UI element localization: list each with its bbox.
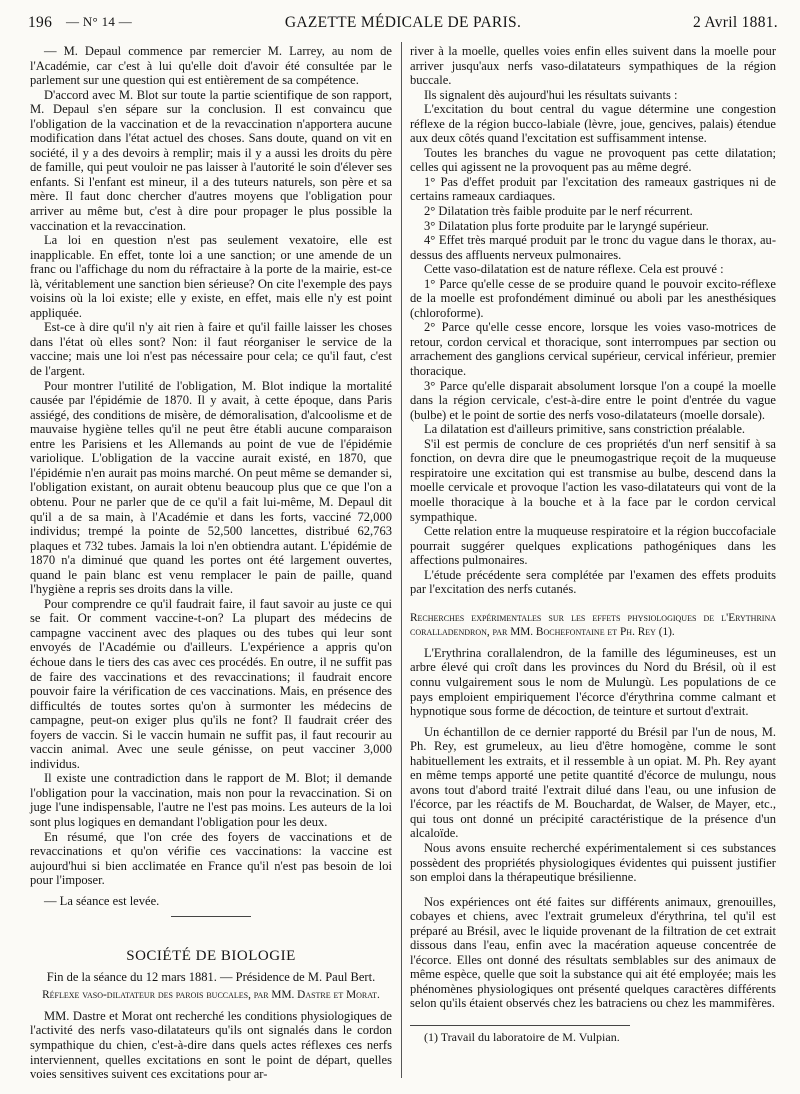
session-line: Fin de la séance du 12 mars 1881. — Présidence de M. Paul Bert.	[46, 969, 376, 984]
article-title: Réflexe vaso-dilatateur des parois buccales, par MM. Dastre et Morat.	[42, 989, 380, 1002]
article-title: Recherches expérimentales sur les effets physiologiques de l'Erythrina coralladendron, par MM. Bochefontaine et Ph. Rey (1).	[410, 611, 776, 639]
paragraph: river à la moelle, quelles voies enfin elles suivent dans la moelle pour arriver jusqu'aux nerfs vaso-dilatateurs sympathiques de la région buccale.	[410, 44, 776, 88]
journal-title: GAZETTE MÉDICALE DE PARIS.	[284, 14, 522, 31]
paragraph: S'il est permis de conclure de ces propriétés d'un nerf sensitif à sa fonction, on devra dire que le pneumogastrique reçoit de la muqueuse respiratoire une excitation qui est transmise au bulbe, descend dans la moelle cervicale et provoque l'action les vaso-dilatateurs qui vont de la moelle thoracique à la bouche et à la face par le cordon cervical sympathique.	[410, 436, 776, 524]
paragraph: L'Erythrina corallalendron, de la famille des légumineuses, est un arbre élevé qui croît dans les provinces du Nord du Brésil, où il est connu vulgairement sous le nom de Mulungù. Les populations de ce pays emploient empiriquement l'écorce d'érythrina comme calmant et hypnotique sous forme de décoction, de teinture et surtout d'extrait.	[410, 645, 776, 719]
paragraph: Un échantillon de ce dernier rapporté du Brésil par l'un de nous, M. Ph. Rey, est grumeleux, au lieu d'être homogène, comme le sont habituellement les extraits, et il ressemble à un opiat. M. Ph. Rey ayant en même temps apporté une petite quantité d'écorce de mulungu, nous avons tout d'abord traité l'extrait dilué dans l'eau, ou une infusion de l'écorce, par les réactifs de M. Bouchardat, de Walser, de Mayer, etc., qui tous ont donné un précipité caractéristique de la présence d'un alcaloïde.	[410, 724, 776, 841]
section-title: SOCIÉTÉ DE BIOLOGIE	[126, 948, 296, 965]
paragraph: Nos expériences ont été faites sur différents animaux, grenouilles, cobayes et chiens, avec l'extrait grumeleux d'érythrina, tel qu'il est préparé au Brésil, avec le liquide provenant de la filtration de cet extrait dissous dans l'eau, enfin avec la macération aqueuse concentrée de l'écorce. Elles ont donné des résultats semblables sur des animaux de même espèce, quelle que soit la substance qui ait été employée; mais les phénomènes physiologiques ont présenté quelques caractères différents selon qu'ils étaient observés chez les batraciens ou chez les mammifères.	[410, 894, 776, 1011]
page-number: 196	[28, 14, 53, 31]
list-item: 1° Parce qu'elle cesse de se produire quand le pouvoir excito-réflexe de la moelle est profondément diminué ou aboli par les anesthésiques (chloroforme).	[410, 276, 776, 320]
list-item: 1° Pas d'effet produit par l'excitation des rameaux gastriques ni de certains rameaux cardiaques.	[410, 174, 776, 204]
paragraph: D'accord avec M. Blot sur toute la partie scientifique de son rapport, M. Depaul s'en sépare sur la conclusion. Il est convaincu que l'obligation de la vaccination et de la revaccination n'apportera aucune modification dans l'état actuel des choses. Sans doute, quand on vit en société, il y a des devoirs à remplir; mais il y a aussi les droits du père de famille, qui peut vouloir ne pas laisser à l'autorité le soin d'élever ses enfants. Si l'enfant est mineur, il a des tuteurs naturels, son père et sa mère. Il faut donc chercher d'autres moyens que l'obligation pour arriver au même but, c'est à dire pour propager le plus possible la vaccination et la revaccination.	[30, 87, 392, 233]
paragraph: MM. Dastre et Morat ont recherché les conditions physiologiques de l'activité des nerfs vaso-dilatateurs qu'ils ont signalés dans le cordon sympathique du chien, c'est-à-dire dans quels actes réflexes ces nerfs interviennent, quelles excitations en sont le point de départ, quelles voies sensitives suivent ces excitations pour ar-	[30, 1008, 392, 1082]
column-divider	[401, 42, 402, 1078]
list-item: 2° Dilatation très faible produite par le nerf récurrent.	[424, 204, 693, 219]
left-column	[30, 44, 392, 1082]
paragraph: Il existe une contradiction dans le rapport de M. Blot; il demande l'obligation pour la vaccination, mais non pour la revaccination. Si on juge l'une indispensable, l'autre ne l'est pas moins. Les auteurs de la loi sont plus logiques en demandant l'obligation pour les deux.	[30, 771, 392, 829]
footnote: (1) Travail du laboratoire de M. Vulpian.	[424, 1030, 620, 1044]
paragraph: Nous avons ensuite recherché expérimentalement si ces substances possèdent des propriétés physiologiques évidentes qui puissent justifier son emploi dans la thérapeutique brésilienne.	[410, 840, 776, 885]
paragraph: Cette vaso-dilatation est de nature réflexe. Cela est prouvé :	[424, 262, 724, 277]
spacer	[410, 885, 776, 895]
right-column	[410, 44, 776, 1045]
paragraph: Pour comprendre ce qu'il faudrait faire, il faut savoir au juste ce qui se fait. Or comment vaccine-t-on? La plupart des médecins de campagne vaccinent avec des plaques ou des tubes qui leur sont envoyés de l'Académie ou d'ailleurs. L'expérience a appris qu'on échoue dans le tiers des cas avec ces procédés. En outre, il ne suffit pas de faire des vaccinations et des revaccinations; il faudrait encore pouvoir faire la vérification de ces vaccinations. Mais, en présence des difficultés de toutes sortes qu'on à surmonter les médecins de campagne, peut-on exiger plus qu'ils ne font? Il faudrait créer des foyers de vaccin. Si le vaccin humain ne suffit pas, il faut recourir au vaccin animal. Avec une seule génisse, on peut vacciner 3,000 individus.	[30, 596, 392, 771]
paragraph: En résumé, que l'on crée des foyers de vaccinations et de revaccinations et qu'on vérifie ces vaccinations: la vaccine est aujourd'hui si bien acclimatée en France qu'il n'est pas besoin de loi pour l'imposer.	[30, 829, 392, 888]
footnote-rule	[410, 1025, 630, 1026]
paragraph: Toutes les branches du vague ne provoquent pas cette dilatation; celles qui agissent ne la provoquent pas au même degré.	[410, 145, 776, 175]
paragraph: Est-ce à dire qu'il n'y ait rien à faire et qu'il faille laisser les choses dans l'état où elles sont? Non: il faut réorganiser le service de la vaccine; mais une loi n'est pas nécessaire pour cela; ce qu'il faut, c'est de l'argent.	[30, 320, 392, 379]
paragraph: Cette relation entre la muqueuse respiratoire et la région buccofaciale pourrait suggérer quelques explications pathogéniques dans les affections pulmonaires.	[410, 524, 776, 568]
paragraph: L'étude précédente sera complétée par l'examen des effets produits par l'excitation des nerfs cutanés.	[410, 567, 776, 597]
paragraph: La dilatation est d'ailleurs primitive, sans constriction préalable.	[424, 422, 746, 437]
paragraph: Ils signalent dès aujourd'hui les résultats suivants :	[424, 87, 678, 102]
issue-date: 2 Avril 1881.	[693, 14, 778, 31]
paragraph: La loi en question n'est pas seulement vexatoire, elle est inapplicable. En effet, tonte loi a une sanction; or une amende de un franc ou l'affichage du nom du réfractaire à la porte de la mairie, est-ce là, véritablement une sanction bien sérieuse? On cite l'exemple des pays voisins où la loi existe; elle y existe, en effet, mais elle n'y est point appliquée.	[30, 233, 392, 320]
page-header	[28, 14, 778, 36]
list-item: 2° Parce qu'elle cesse encore, lorsque les voies vaso-motrices de retour, cordon cervical et thoracique, sont interrompues par section ou arrachement des ganglions cervical supérieur, cervical inférieur, premier thoracique.	[410, 320, 776, 379]
paragraph: Pour montrer l'utilité de l'obligation, M. Blot indique la mortalité causée par l'épidémie de 1870. Il y avait, à cette époque, dans Paris assiégé, des conditions de misère, de démoralisation, d'alcoolisme et de mauvaise hygiène telles qu'il ne peut être établi aucune comparaison entre les Parisiens et les Allemands au point de vue de l'épidémie variolique. L'obligation de la vaccine aurait existé, en 1870, que l'épidémie n'en aurait pas moins marché. On peut même se demander si, l'obligation existant, on aurait obtenu beaucoup plus que ce que l'on a obtenu. Pour ne parler que de ce qu'il a fait lui-même, M. Depaul dit qu'il a de sa main, à l'Académie et dans les forts, vacciné 72,000 individus; trempé la pointe de 52,500 lancettes, distribué 62,763 plaques et 732 tubes. Jamais la loi n'en obtiendra autant. L'épidémie de 1870 n'a diminué que quand les portes ont été largement ouvertes, quand le pain blanc est venu remplacer le pain de paille, quand l'hygiène a repris ses droits dans la ville.	[30, 378, 392, 597]
list-item: 3° Dilatation plus forte produite par le laryngé supérieur.	[424, 218, 709, 233]
separator-rule	[171, 916, 251, 917]
list-item: 4° Effet très marqué produit par le tronc du vague dans le thorax, au-dessus des affluents nerveux pulmonaires.	[410, 233, 776, 262]
closing-line: — La séance est levée.	[44, 893, 160, 908]
list-item: 3° Parce qu'elle disparait absolument lorsque l'on a coupé la moelle dans la région cervicale, c'est-à-dire entre le point d'entrée du vague (bulbe) et le point de sortie des nerfs voso-dilatateurs (moelle dorsale).	[410, 378, 776, 422]
paragraph: L'excitation du bout central du vague détermine une congestion réflexe de la région bucco-labiale (lèvre, joue, gencives, palais) étendue aux deux côtés quand l'excitation est suffisamment intense.	[410, 102, 776, 146]
paragraph: — M. Depaul commence par remercier M. Larrey, au nom de l'Académie, car c'est à lui qu'elle doit d'avoir été consultée par le parlement sur une question qui est entièrement de sa compétence.	[30, 44, 392, 88]
issue-number: — N° 14 —	[66, 14, 133, 29]
